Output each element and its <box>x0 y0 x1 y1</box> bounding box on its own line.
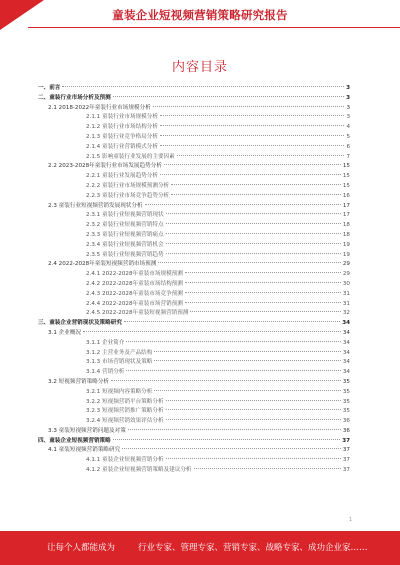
toc-entry[interactable] <box>38 280 350 290</box>
toc-entry-page: 31 <box>342 290 350 297</box>
toc-entry-page: 31 <box>342 300 350 307</box>
toc-entry-label: 3.1.3 市场营销现状及策略 <box>86 359 153 366</box>
toc-entry-page: 34 <box>342 359 350 366</box>
toc-entry-label: 4.1.2 童装企业短视频营销策略及建议分析 <box>86 467 192 474</box>
toc-entry[interactable] <box>38 133 350 143</box>
toc-entry-page: 17 <box>342 212 350 219</box>
toc-entry[interactable] <box>38 456 350 466</box>
toc-entry-label: 2.3.2 童装行业短视频营销特点 <box>86 222 164 229</box>
toc-entry-page: 18 <box>342 231 350 238</box>
table-of-contents <box>38 84 350 476</box>
toc-dot-leader <box>166 253 341 254</box>
toc-entry-page: 37 <box>342 467 350 474</box>
toc-entry-page: 19 <box>342 251 350 258</box>
toc-entry-page: 3 <box>346 114 350 121</box>
toc-dot-leader <box>166 223 341 224</box>
toc-entry-label: 2.1.1 童装行业市场规模分析 <box>86 114 158 121</box>
toc-entry-page: 32 <box>342 310 350 317</box>
toc-entry-page: 36 <box>342 418 350 425</box>
toc-entry[interactable] <box>38 339 350 349</box>
toc-entry[interactable] <box>38 398 350 408</box>
toc-entry-label: 三、童装企业营销现状及策略研究 <box>38 320 122 327</box>
toc-dot-leader <box>166 213 341 214</box>
toc-entry-label: 2.2 2023-2028年童装行业市场发展趋势分析 <box>48 163 162 170</box>
toc-dot-leader <box>145 204 341 205</box>
toc-entry[interactable] <box>38 172 350 182</box>
toc-entry[interactable] <box>38 368 350 378</box>
toc-entry[interactable] <box>38 153 350 163</box>
toc-entry-label: 一、前言 <box>38 85 61 91</box>
toc-entry-page: 35 <box>342 398 350 405</box>
toc-dot-leader <box>126 370 340 371</box>
toc-entry[interactable] <box>38 231 350 241</box>
toc-entry-page: 37 <box>342 457 350 464</box>
toc-entry-page: 4 <box>346 124 350 131</box>
toc-entry-page: 3 <box>346 94 350 101</box>
toc-entry-page: 7 <box>346 153 350 160</box>
toc-dot-leader <box>164 164 341 165</box>
toc-entry-label: 3.3 童装短视频营销问题及对策 <box>48 427 126 434</box>
toc-entry-page: 17 <box>342 202 350 209</box>
toc-entry-page: 35 <box>342 388 350 395</box>
toc-entry[interactable] <box>38 162 350 172</box>
toc-entry[interactable] <box>38 192 350 202</box>
toc-dot-leader <box>158 262 341 263</box>
toc-dot-leader <box>122 448 341 449</box>
toc-entry-page: 5 <box>346 133 350 140</box>
header-banner <box>0 0 400 30</box>
toc-entry[interactable] <box>38 329 350 339</box>
toc-entry[interactable] <box>38 290 350 300</box>
toc-dot-leader <box>166 458 341 459</box>
toc-dot-leader <box>171 184 341 185</box>
toc-dot-leader <box>126 341 340 342</box>
toc-dot-leader <box>160 145 344 146</box>
toc-entry-page: 34 <box>342 369 350 376</box>
toc-entry-label: 2.1.4 童装行业营销模式分析 <box>86 143 158 150</box>
toc-dot-leader <box>62 86 344 87</box>
toc-dot-leader <box>111 380 341 381</box>
toc-entry-page: 19 <box>342 241 350 248</box>
toc-entry-page: 34 <box>342 339 350 346</box>
toc-entry[interactable] <box>38 123 350 133</box>
toc-entry-label: 2.3.1 童装行业短视频营销现状 <box>86 212 164 219</box>
toc-entry-label: 2.2.1 童装行业发展趋势分析 <box>86 173 158 180</box>
toc-entry[interactable] <box>38 113 350 123</box>
toc-dot-leader <box>160 115 344 116</box>
toc-dot-leader <box>185 282 341 283</box>
toc-entry-label: 2.4.3 2022-2028年童装市场竞争预测 <box>86 290 183 297</box>
toc-entry[interactable] <box>38 143 350 153</box>
toc-dot-leader <box>185 292 341 293</box>
toc-dot-leader <box>185 272 341 273</box>
toc-entry-label: 3.2.2 短视频营销平台策略分析 <box>86 398 164 405</box>
toc-dot-leader <box>128 429 341 430</box>
toc-entry[interactable] <box>38 84 350 94</box>
toc-entry-label: 2.1.2 童装行业市场结构分析 <box>86 124 158 131</box>
toc-entry[interactable] <box>38 260 350 270</box>
toc-entry-page: 37 <box>342 437 350 444</box>
toc-entry-label: 2.3.5 童装行业短视频营销趋势 <box>86 251 164 258</box>
toc-entry[interactable] <box>38 300 350 310</box>
toc-dot-leader <box>185 302 341 303</box>
toc-entry[interactable] <box>38 251 350 261</box>
toc-dot-leader <box>160 125 344 126</box>
toc-entry-label: 3.2.4 短视频营销效果评估分析 <box>86 418 164 425</box>
page-number: 1 <box>348 517 352 523</box>
toc-entry[interactable] <box>38 319 350 329</box>
toc-entry-page: 34 <box>342 320 350 327</box>
toc-dot-leader <box>190 311 340 312</box>
toc-entry[interactable] <box>38 446 350 456</box>
toc-entry[interactable] <box>38 388 350 398</box>
toc-entry-label: 2.1.5 影响童装行业发展的主要因素 <box>86 153 175 160</box>
toc-entry[interactable] <box>38 437 350 447</box>
toc-dot-leader <box>83 331 341 332</box>
toc-entry-label: 2.4.4 2022-2028年童装市场营销预测 <box>86 300 183 307</box>
toc-dot-leader <box>153 106 345 107</box>
toc-entry-page: 36 <box>342 427 350 434</box>
toc-entry[interactable] <box>38 466 350 476</box>
toc-entry[interactable] <box>38 270 350 280</box>
toc-entry[interactable] <box>38 417 350 427</box>
toc-entry-label: 2.3 童装行业短视频营销发展现状分析 <box>48 202 143 209</box>
toc-entry-label: 2.2.2 童装行业市场规模预测分析 <box>86 182 170 189</box>
toc-entry-label: 2.4 2022-2028年童装短视频营销市场预测 <box>48 261 157 268</box>
toc-dot-leader <box>113 96 344 97</box>
toc-entry[interactable] <box>38 358 350 368</box>
toc-entry[interactable] <box>38 378 350 388</box>
toc-entry-label: 3.1 企业概况 <box>48 329 82 336</box>
toc-dot-leader <box>166 419 341 420</box>
toc-dot-leader <box>113 439 340 440</box>
toc-entry[interactable] <box>38 211 350 221</box>
toc-entry[interactable] <box>38 427 350 437</box>
toc-entry-label: 2.4.1 2022-2028年童装市场规模预测 <box>86 271 183 278</box>
toc-dot-leader <box>160 174 341 175</box>
toc-entry-page: 15 <box>342 182 350 189</box>
toc-entry-page: 30 <box>342 280 350 287</box>
toc-dot-leader <box>171 194 341 195</box>
toc-entry-label: 2.4.5 2022-2028年童装短视频营销预测 <box>86 310 189 317</box>
toc-entry[interactable] <box>38 407 350 417</box>
toc-entry[interactable] <box>38 309 350 319</box>
toc-entry[interactable] <box>38 104 350 114</box>
toc-entry-page: 35 <box>342 378 350 385</box>
toc-entry[interactable] <box>38 349 350 359</box>
toc-entry-label: 3.2.1 短视频内容策略分析 <box>86 388 153 395</box>
toc-entry-page: 3 <box>346 85 350 91</box>
toc-dot-leader <box>166 409 341 410</box>
header-rule <box>28 27 400 28</box>
toc-entry-page: 3 <box>346 104 350 111</box>
toc-entry[interactable] <box>38 182 350 192</box>
toc-entry-page: 18 <box>342 222 350 229</box>
toc-dot-leader <box>194 468 341 469</box>
toc-entry-label: 2.1.3 童装行业竞争格局分析 <box>86 133 158 140</box>
toc-dot-leader <box>154 351 341 352</box>
toc-entry-page: 34 <box>342 329 350 336</box>
toc-entry-page: 37 <box>342 447 350 454</box>
toc-entry-label: 3.2.3 短视频营销推广策略分析 <box>86 408 164 415</box>
toc-entry-label: 4.1.1 童装企业短视频营销分析 <box>86 457 164 464</box>
toc-entry-label: 四、童装企业短视频营销策略 <box>38 437 111 444</box>
toc-entry-label: 2.3.4 童装行业短视频营销机会 <box>86 241 164 248</box>
toc-dot-leader <box>166 233 341 234</box>
toc-entry-label: 2.1 2018-2022年童装行业市场规模分析 <box>48 104 151 111</box>
toc-entry-page: 15 <box>342 163 350 170</box>
footer-slogan-right: 行业专家、管理专家、营销专家、战略专家、成功企业家…… <box>138 543 368 553</box>
toc-entry-page: 16 <box>342 192 350 199</box>
toc-dot-leader <box>166 243 341 244</box>
toc-entry-label: 4.1 童装短视频营销策略研究 <box>48 447 121 454</box>
toc-entry-label: 3.1.1 企业简介 <box>86 339 125 346</box>
toc-entry-page: 15 <box>342 173 350 180</box>
toc-entry[interactable] <box>38 94 350 104</box>
toc-entry-label: 二、童装行业市场分析及预测 <box>38 94 111 101</box>
toc-dot-leader <box>154 390 341 391</box>
toc-entry[interactable] <box>38 221 350 231</box>
report-title: 童装企业短视频营销策略研究报告 <box>112 8 288 22</box>
toc-entry-label: 2.4.2 2022-2028年童装市场结构预测 <box>86 280 183 287</box>
toc-dot-leader <box>166 400 341 401</box>
toc-entry-label: 2.2.3 童装行业市场竞争趋势分析 <box>86 192 170 199</box>
footer-slogan-left: 让每个人都能成为 <box>47 543 116 553</box>
toc-entry-page: 34 <box>342 349 350 356</box>
toc-entry[interactable] <box>38 241 350 251</box>
toc-entry-page: 35 <box>342 408 350 415</box>
footer-banner <box>0 531 400 565</box>
toc-entry-page: 29 <box>342 261 350 268</box>
toc-entry-page: 29 <box>342 271 350 278</box>
toc-dot-leader <box>154 360 341 361</box>
toc-entry-label: 3.1.2 主营业务及产品结构 <box>86 349 153 356</box>
toc-entry-label: 3.1.4 营销分析 <box>86 369 125 376</box>
toc-entry[interactable] <box>38 202 350 212</box>
toc-dot-leader <box>177 155 345 156</box>
toc-dot-leader <box>160 135 344 136</box>
toc-heading: 内容目录 <box>171 60 228 75</box>
toc-entry-label: 3.2 短视频营销策略分析 <box>48 378 110 385</box>
toc-dot-leader <box>124 321 340 322</box>
toc-entry-page: 6 <box>346 143 350 150</box>
toc-entry-label: 2.3.3 童装行业短视频营销痛点 <box>86 231 164 238</box>
